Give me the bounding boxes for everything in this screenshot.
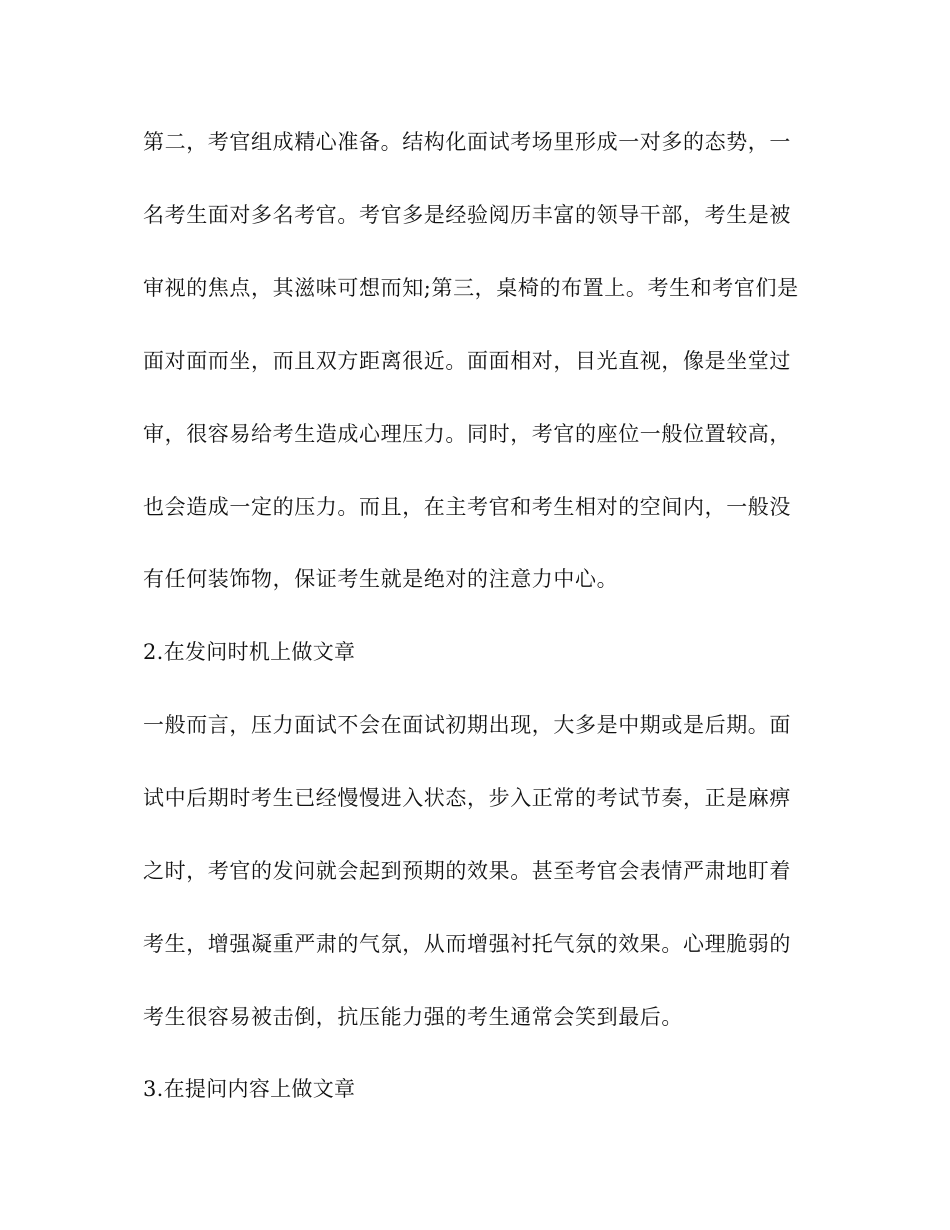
paragraph-line: 考生，增强凝重严肃的气氛，从而增强衬托气氛的效果。心理脆弱的 (143, 932, 791, 956)
paragraph-line: 有任何装饰物，保证考生就是绝对的注意力中心。 (143, 567, 619, 591)
paragraph-line: 名考生面对多名考官。考官多是经验阅历丰富的领导干部，考生是被 (143, 203, 791, 227)
paragraph-line: 试中后期时考生已经慢慢进入状态，步入正常的考试节奏，正是麻痹 (143, 786, 791, 810)
paragraph-line: 考生很容易被击倒，抗压能力强的考生通常会笑到最后。 (143, 1005, 683, 1029)
paragraph-line: 审，很容易给考生造成心理压力。同时，考官的座位一般位置较高， (143, 422, 791, 446)
paragraph-line: 面对面而坐，而且双方距离很近。面面相对，目光直视，像是坐堂过 (143, 349, 791, 373)
paragraph-line: 第二，考官组成精心准备。结构化面试考场里形成一对多的态势，一 (143, 130, 791, 154)
paragraph-line: 一般而言，压力面试不会在面试初期出现，大多是中期或是后期。面 (143, 713, 791, 737)
paragraph-line: 之时，考官的发问就会起到预期的效果。甚至考官会表情严肃地盯着 (143, 859, 791, 883)
section-heading: 3.在提问内容上做文章 (143, 1077, 356, 1101)
paragraph-line: 审视的焦点，其滋味可想而知;第三，桌椅的布置上。考生和考官们是 (143, 276, 799, 300)
section-heading: 2.在发问时机上做文章 (143, 640, 356, 664)
paragraph-line: 也会造成一定的压力。而且，在主考官和考生相对的空间内，一般没 (143, 495, 791, 519)
